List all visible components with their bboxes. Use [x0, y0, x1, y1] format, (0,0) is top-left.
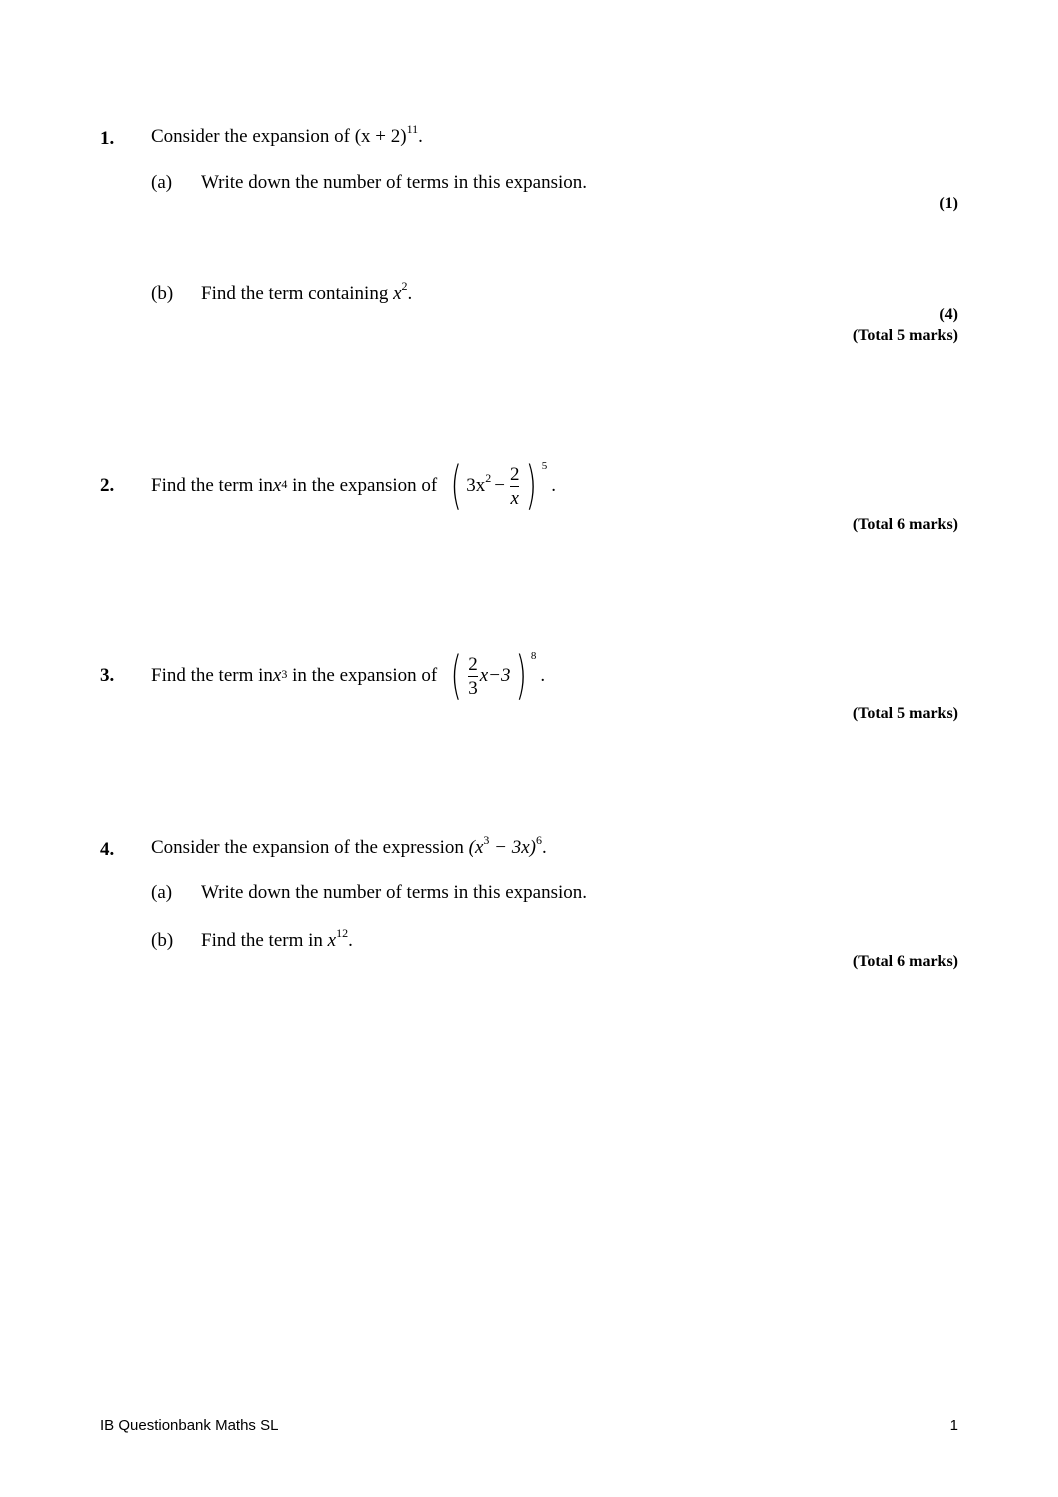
- question-2-fraction: [510, 465, 520, 508]
- question-3-frac-num: 2: [468, 653, 478, 675]
- question-1-expr-base: (x + 2): [354, 126, 407, 147]
- question-3-number: 3.: [100, 665, 115, 686]
- question-1-text: [151, 121, 423, 148]
- question-4b-prefix: Find the term in: [201, 930, 328, 951]
- question-2-var: x: [272, 475, 282, 496]
- question-4-prefix: Consider the expansion of the expression: [151, 837, 469, 858]
- question-3-expr-rest: x−3: [479, 665, 511, 686]
- question-2-middle: in the expansion of: [287, 475, 442, 496]
- question-3-fraction: [468, 655, 478, 698]
- question-4b-text: [201, 925, 353, 952]
- question-1-prefix: Consider the expansion of: [151, 126, 355, 147]
- question-4a-text: Write down the number of terms in this expansion.: [201, 882, 588, 903]
- question-3-prefix: Find the term in: [151, 665, 273, 686]
- question-4-suffix: .: [542, 837, 547, 858]
- question-1b-var: x: [393, 283, 402, 304]
- question-2-expr-first: $3x^2$: [466, 470, 492, 496]
- question-3-frac-den: 3: [468, 677, 478, 699]
- right-paren-icon: ): [526, 456, 538, 516]
- question-1b-text: [201, 278, 413, 305]
- question-3-var: x: [272, 665, 282, 686]
- question-2-total-marks: (Total 6 marks): [852, 516, 958, 533]
- question-1b-exp: 2: [401, 278, 408, 293]
- right-paren-icon: ): [515, 646, 527, 706]
- question-4b-label: (b): [151, 930, 174, 951]
- question-4b-suffix: .: [348, 930, 353, 951]
- question-1b-suffix: .: [407, 283, 413, 304]
- question-1b-prefix: Find the term containing: [201, 283, 394, 304]
- question-3-text: Find the term in x $^3$ in the expansion of ( $\frac{2}{3}$ x−3 ) $^8$ .: [151, 646, 546, 706]
- footer-title: IB Questionbank Maths SL: [100, 1417, 279, 1434]
- question-4b-var: x: [327, 930, 337, 951]
- question-2-frac-den: x: [510, 487, 519, 509]
- left-paren-icon: (: [450, 646, 462, 706]
- question-1a-label: (a): [151, 172, 173, 193]
- question-2-expression: ( $3x^2$ − $\frac{2}{x}$ ) $^5$ .: [450, 456, 557, 516]
- question-3-suffix: .: [540, 665, 546, 686]
- question-4-number: 4.: [100, 839, 115, 860]
- question-1a-marks: (1): [939, 195, 958, 212]
- question-1-expr-exp: 11: [406, 121, 419, 136]
- question-3-expression: ( $\frac{2}{3}$ x−3 ) $^8$ .: [450, 646, 546, 706]
- question-2-text: Find the term in x $^4$ in the expansion of ( $3x^2$ − $\frac{2}{x}$ ) $^5$ .: [151, 456, 557, 516]
- question-1-total-marks: (Total 5 marks): [852, 327, 958, 344]
- question-1b-marks: (4): [939, 306, 958, 323]
- question-1a-text: Write down the number of terms in this expansion.: [201, 172, 588, 193]
- footer-page-number: 1: [949, 1417, 958, 1434]
- question-4-total-marks: (Total 6 marks): [852, 953, 958, 970]
- question-1-suffix: .: [418, 126, 423, 147]
- question-1-expression: [354, 121, 419, 147]
- question-4a-label: (a): [151, 882, 173, 903]
- question-2-prefix: Find the term in: [151, 475, 273, 496]
- question-1-number: 1.: [100, 128, 115, 149]
- left-paren-icon: (: [450, 456, 462, 516]
- question-3-total-marks: (Total 5 marks): [852, 705, 958, 722]
- question-4b-exp: 12: [336, 925, 349, 940]
- question-2-minus: −: [494, 475, 505, 496]
- question-4-expression: $(x^3 - 3x)^6$: [468, 832, 543, 858]
- question-4-text: [151, 832, 547, 859]
- question-1b-label: (b): [151, 283, 174, 304]
- question-2-number: 2.: [100, 475, 115, 496]
- question-3-middle: in the expansion of: [287, 665, 442, 686]
- question-2-suffix: .: [551, 475, 557, 496]
- question-2-frac-num: 2: [509, 463, 520, 485]
